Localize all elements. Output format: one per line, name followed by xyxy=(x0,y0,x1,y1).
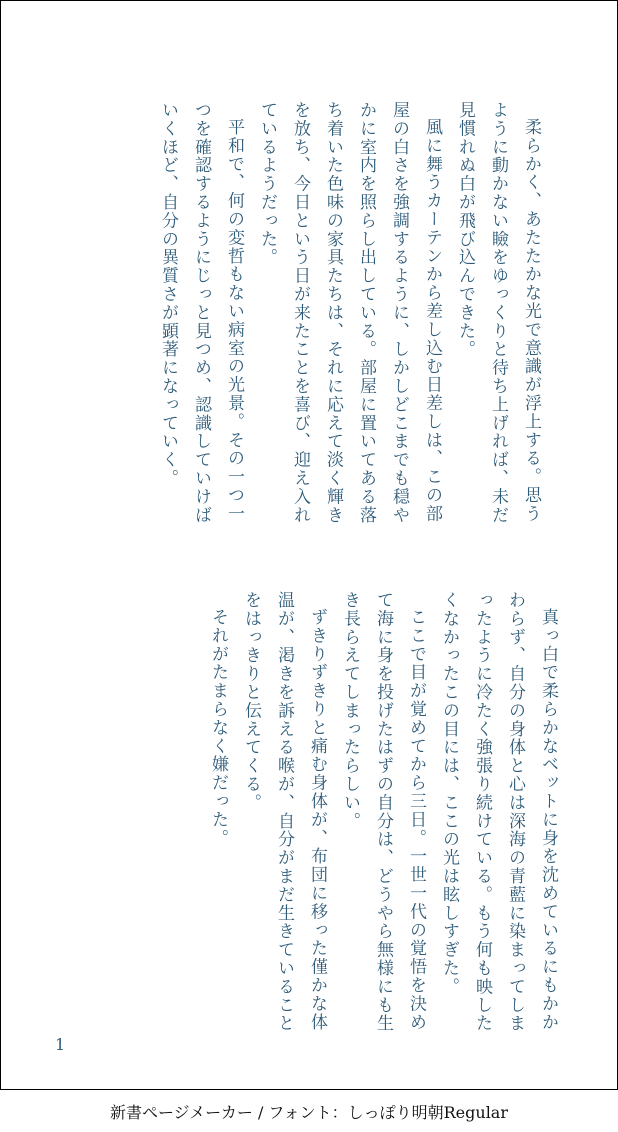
paragraph: 風に舞うカーテンから差し込む日差しは、この部屋の白さを強調するように、しかしどこまでも穏やかに室内を照らし出している。部屋に置いてある落ち着いた色味の家具たちは、それに応えて淡く輝きを放ち、今日という日が来たことを喜び、迎え入れているようだった。 xyxy=(257,101,442,525)
footer-caption: 新書ページメーカー / フォント：しっぽり明朝Regular xyxy=(109,1103,508,1122)
paragraph: 平和で、何の変哲もない病室の光景。その一つ一つを確認するようにじっと見つめ、認識していけばいくほど、自分の異質さが顕著になっていく。 xyxy=(158,101,244,525)
paragraph: 柔らかく、あたたかな光で意識が浮上する。思うように動かない瞼をゆっくりと待ち上げれば、未だ見慣れぬ白が飛び込んできた。 xyxy=(455,101,541,525)
lower-text-column xyxy=(201,591,564,1036)
upper-text-column xyxy=(151,101,547,541)
page-number: 1 xyxy=(55,1035,66,1054)
paragraph: 真っ白で柔らかなベットに身を沈めているにもかかわらず、自分の身体と心は深海の青藍に染まってしまったように冷たく強張り続けている。もう何も映したくなかったこの目には、ここの光は眩しすぎた。 xyxy=(439,591,558,1033)
paragraph: ここで目が覚めてから三日。一世一代の覚悟を決めて海に身を投げたはずの自分は、どうやら無様にも生き長らえてしまったらしい。 xyxy=(340,591,426,1033)
paragraph: ずきりずきりと痛む身体が、布団に移った僅かな体温が、渇きを訴える喉が、自分がまだ生きていることをはっきりと伝えてくる。 xyxy=(241,591,327,1033)
paragraph: それがたまらなく嫌だった。 xyxy=(208,608,228,848)
